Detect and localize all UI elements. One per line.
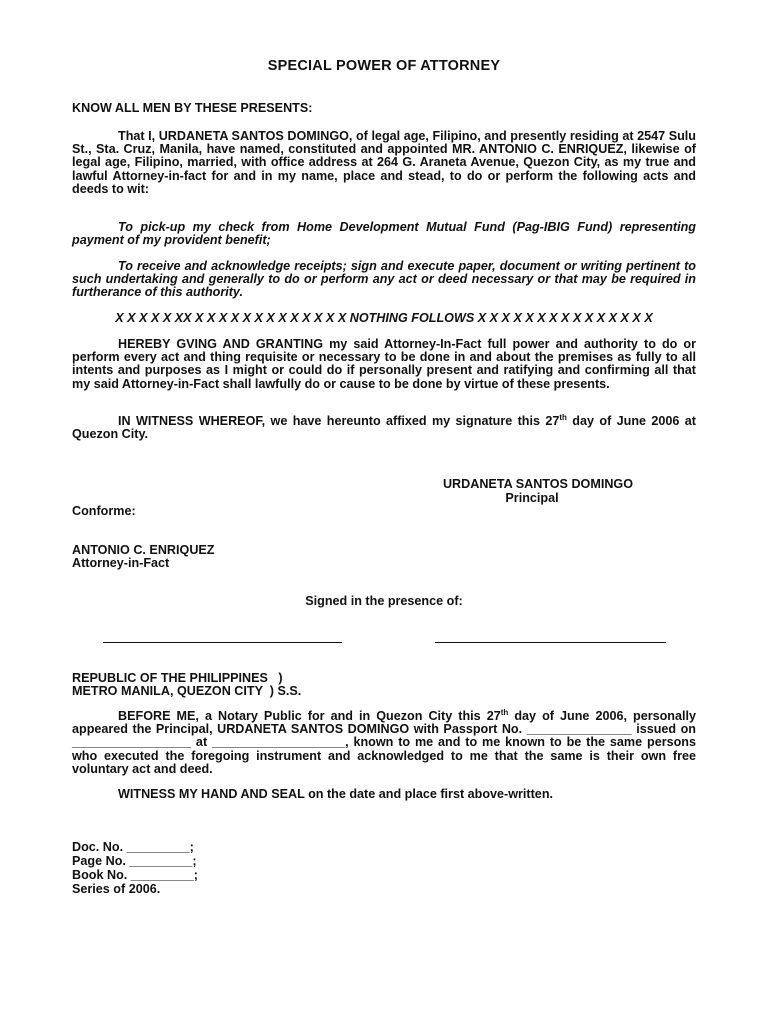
nothing-follows-line: X X X X X XX X X X X X X X X X X X X X NOTHING FOLLOWS X X X X X X X X X X X X X X X [115, 311, 653, 325]
act-item-1: To pick-up my check from Home Development Mutual Fund (Pag-IBIG Fund) representing payment of my provident benefit; [72, 220, 696, 248]
notary-paragraph [72, 710, 696, 776]
witness-signature-line-1 [103, 642, 342, 643]
attorney-role: Attorney-in-Fact [72, 556, 170, 570]
jurisdiction-line-1: REPUBLIC OF THE PHILIPPINES ) [72, 671, 283, 685]
granting-paragraph: HEREBY GVING AND GRANTING my said Attorney-In-Fact full power and authority to do or perform every act and thing requisite or necessary to be done in and about the premises as fully to all intents and purposes as I might or could do if personally present and ratifying and confirming all that my said Attorney-in-Fact shall lawfully do or cause to be done by virtue of these presents. [72, 337, 696, 391]
document-title: SPECIAL POWER OF ATTORNEY [267, 58, 501, 74]
notary-text-before: BEFORE ME, a Notary Public for and in Quezon City this 27 [118, 709, 501, 723]
witness-text-before: IN WITNESS WHEREOF, we have hereunto affixed my signature this 27 [118, 414, 560, 428]
salutation: KNOW ALL MEN BY THESE PRESENTS: [72, 101, 313, 115]
jurisdiction-line-2: METRO MANILA, QUEZON CITY ) S.S. [72, 684, 302, 698]
book-no-line: Book No. _________; [72, 868, 198, 882]
witness-paragraph [72, 415, 696, 441]
conforme-label: Conforme: [72, 504, 136, 518]
doc-no-line: Doc. No. _________; [72, 840, 194, 854]
witness-hand-seal: WITNESS MY HAND AND SEAL on the date and place first above-written. [118, 787, 554, 801]
series-line: Series of 2006. [72, 882, 161, 896]
signed-presence-label: Signed in the presence of: [305, 594, 463, 608]
principal-name: URDANETA SANTOS DOMINGO [442, 477, 634, 491]
page-no-line: Page No. _________; [72, 854, 197, 868]
notary-sup: th [500, 708, 509, 717]
intro-paragraph: That I, URDANETA SANTOS DOMINGO, of legal age, Filipino, and presently residing at 2547 Sulu St., Sta. Cruz, Manila, have named, constituted and appointed MR. ANTONIO C. ENRIQUEZ, likewise of legal age, Filipino, married, with office address at 264 G. Araneta Avenue, Quezon City, as my true and lawful Attorney-in-fact for and in my name, place and stead, to do or perform the following acts and deeds to wit: [72, 129, 696, 196]
principal-role: Principal [505, 491, 559, 505]
notary-text-after: day of June 2006, personally appeared the Principal, URDANETA SANTOS DOMINGO with Passport No. _______________ issued on _________________ at ___________________, known to me and to me known to be the same persons who executed the foregoing instrument and acknowledged to me that the same is their own free voluntary act and deed. [72, 709, 696, 776]
attorney-name: ANTONIO C. ENRIQUEZ [72, 543, 215, 557]
witness-text-after: day of June 2006 at Quezon City. [72, 414, 696, 442]
witness-signature-line-2 [435, 642, 666, 643]
act-item-2: To receive and acknowledge receipts; sign and execute paper, document or writing pertinent to such undertaking and generally to do or perform any act or deed necessary or that may be required in furtherance of this authority. [72, 259, 696, 300]
witness-sup: th [559, 413, 567, 422]
